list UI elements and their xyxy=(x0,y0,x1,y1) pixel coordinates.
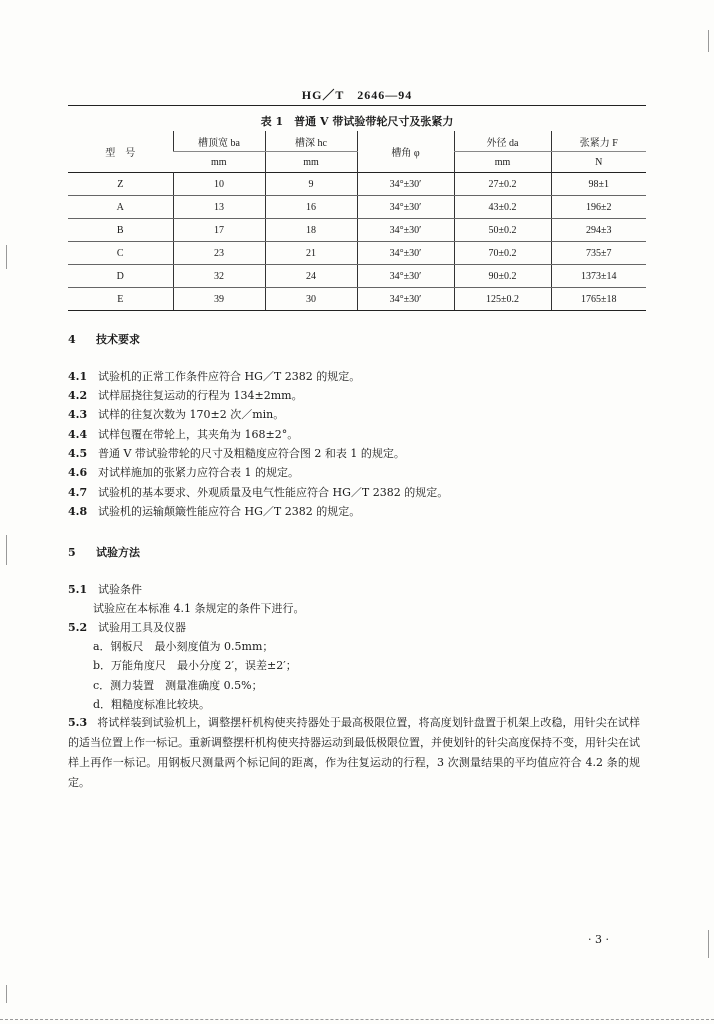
clause-5-3: 5.3 将试样装到试验机上，调整摆杆机构使夹持器处于最高极限位置，将高度划针盘置于机架上改稳，用针尖在试样的适当位置上作一标记。重新调整摆杆机构使夹持器运动到最低极限位置，并使划针的针尖高度保持不变，用针尖在试样上再作一标记。用钢板尺测量两个标记间的距离，作为往复运动的行程，3 次测量结果的平均值应符合 4.2 条的规定。 xyxy=(68,716,640,789)
section-heading: 技术要求 xyxy=(96,333,140,346)
col-unit-od: mm xyxy=(454,152,551,173)
cell-force: 735±7 xyxy=(551,242,646,265)
scan-edge-line xyxy=(0,1019,714,1020)
cell-force: 196±2 xyxy=(551,196,646,219)
clause-4-6: 4.6 对试样施加的张紧力应符合表 1 的规定。 xyxy=(68,466,299,479)
col-unit-width: mm xyxy=(210,156,227,168)
clause-5-1-text: 试验应在本标准 4.1 条规定的条件下进行。 xyxy=(93,602,305,615)
clause-5-2-title: 5.2 试验用工具及仪器 xyxy=(68,621,186,634)
header-rule xyxy=(68,105,646,106)
cell-type: C xyxy=(68,242,173,265)
cell-width: 32 xyxy=(173,265,265,288)
col-unit-depth: mm xyxy=(265,152,357,173)
col-header-od: 外径 da xyxy=(454,131,551,152)
cell-width: 17 xyxy=(173,219,265,242)
cell-type: E xyxy=(68,288,173,311)
cell-type: A xyxy=(68,196,173,219)
clause-4-7: 4.7 试验机的基本要求、外观质量及电气性能应符合 HG／T 2382 的规定。 xyxy=(68,486,449,499)
cell-od: 43±0.2 xyxy=(454,196,551,219)
cell-depth: 30 xyxy=(265,288,357,311)
clause-4-4: 4.4 试样包覆在带轮上，其夹角为 168±2°。 xyxy=(68,428,299,441)
pulley-spec-table xyxy=(68,131,646,311)
section-5-title xyxy=(68,544,140,560)
table-caption: 表 1 普通 V 带试验带轮尺寸及张紧力 xyxy=(260,115,454,128)
clause-5-1-title: 5.1 试验条件 xyxy=(68,583,142,596)
page-number: · 3 · xyxy=(588,933,609,946)
cell-force: 1765±18 xyxy=(551,288,646,311)
cell-force: 1373±14 xyxy=(551,265,646,288)
table-row xyxy=(68,265,646,288)
section-number: 4 xyxy=(68,333,76,346)
cell-width: 39 xyxy=(173,288,265,311)
cell-depth: 16 xyxy=(265,196,357,219)
cell-angle: 34°±30′ xyxy=(357,196,454,219)
scan-mark xyxy=(6,985,7,1003)
table-row xyxy=(68,219,646,242)
cell-type: B xyxy=(68,219,173,242)
scan-mark xyxy=(708,930,709,958)
scan-mark xyxy=(708,30,709,52)
cell-angle: 34°±30′ xyxy=(357,173,454,196)
table-row xyxy=(68,173,646,196)
table-row xyxy=(68,242,646,265)
cell-od: 70±0.2 xyxy=(454,242,551,265)
cell-force: 294±3 xyxy=(551,219,646,242)
clause-4-8: 4.8 试验机的运输颠簸性能应符合 HG／T 2382 的规定。 xyxy=(68,505,361,518)
tool-item: d．粗糙度标准比较块。 xyxy=(93,698,211,711)
table-row xyxy=(68,288,646,311)
col-header-type: 型 号 xyxy=(105,148,136,159)
cell-depth: 9 xyxy=(265,173,357,196)
cell-depth: 21 xyxy=(265,242,357,265)
cell-type: D xyxy=(68,265,173,288)
scan-mark xyxy=(6,245,7,269)
cell-od: 50±0.2 xyxy=(454,219,551,242)
cell-depth: 18 xyxy=(265,219,357,242)
clause-4-5: 4.5 普通 V 带试验带轮的尺寸及粗糙度应符合图 2 和表 1 的规定。 xyxy=(68,447,405,460)
cell-angle: 34°±30′ xyxy=(357,265,454,288)
clause-4-2: 4.2 试样屈挠往复运动的行程为 134±2mm。 xyxy=(68,389,303,402)
cell-angle: 34°±30′ xyxy=(357,288,454,311)
page-header: HG／T 2646—94 xyxy=(301,88,413,102)
cell-force: 98±1 xyxy=(551,173,646,196)
section-4-title xyxy=(68,331,140,347)
cell-width: 23 xyxy=(173,242,265,265)
tool-item: a．钢板尺 最小刻度值为 0.5mm； xyxy=(93,640,274,653)
col-header-force: 张紧力 F xyxy=(551,131,646,152)
cell-angle: 34°±30′ xyxy=(357,242,454,265)
table-row xyxy=(68,196,646,219)
cell-od: 27±0.2 xyxy=(454,173,551,196)
clause-4-3: 4.3 试样的往复次数为 170±2 次／min。 xyxy=(68,408,285,421)
scan-mark xyxy=(6,535,7,565)
col-header-angle: 槽角 φ xyxy=(357,131,454,173)
cell-angle: 34°±30′ xyxy=(357,219,454,242)
cell-width: 10 xyxy=(173,173,265,196)
section-number: 5 xyxy=(68,546,76,559)
cell-depth: 24 xyxy=(265,265,357,288)
cell-od: 90±0.2 xyxy=(454,265,551,288)
cell-type: Z xyxy=(68,173,173,196)
tool-item: b．万能角度尺 最小分度 2′，误差±2′； xyxy=(93,659,297,672)
col-header-width: 槽顶宽 ba xyxy=(173,131,265,152)
col-unit-force: N xyxy=(551,152,646,173)
cell-od: 125±0.2 xyxy=(454,288,551,311)
tool-item: c．测力装置 测量准确度 0.5%； xyxy=(93,679,263,692)
clause-4-1: 4.1 试验机的正常工作条件应符合 HG／T 2382 的规定。 xyxy=(68,370,361,383)
section-heading: 试验方法 xyxy=(96,546,140,559)
cell-width: 13 xyxy=(173,196,265,219)
col-header-depth: 槽深 hc xyxy=(265,131,357,152)
